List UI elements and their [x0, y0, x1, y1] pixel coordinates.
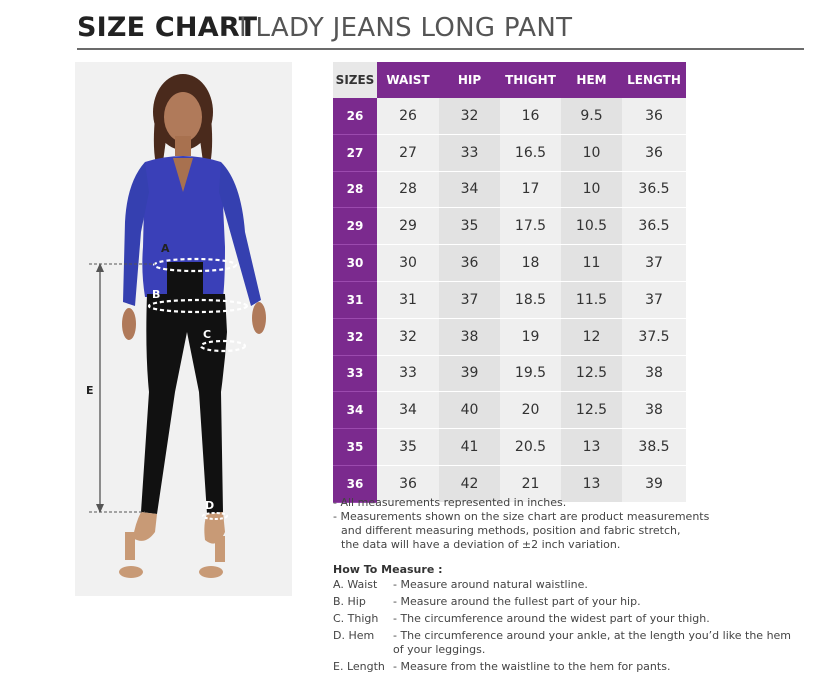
marker-a: A — [161, 242, 170, 255]
title-bar — [77, 12, 804, 50]
measurement-cell: 42 — [439, 466, 500, 503]
measurement-cell: 32 — [377, 319, 439, 356]
measurement-cell: 36 — [439, 245, 500, 282]
table-row — [333, 208, 686, 245]
how-to-item — [333, 629, 803, 657]
model-illustration — [75, 62, 292, 596]
model-figure — [75, 62, 292, 596]
marker-d: D — [205, 499, 215, 512]
measurement-cell: 20.5 — [500, 429, 561, 466]
how-to-item — [333, 612, 803, 626]
measurement-cell: 13 — [561, 466, 622, 503]
measurement-cell: 19 — [500, 319, 561, 356]
measurement-cell: 35 — [439, 208, 500, 245]
note-line-1: - All measurements represented in inches. — [333, 496, 567, 509]
size-label-cell: 29 — [333, 208, 377, 245]
header-hip: HIP — [439, 62, 500, 98]
size-label-cell: 32 — [333, 319, 377, 356]
header-hem: HEM — [561, 62, 622, 98]
measurement-cell: 10 — [561, 172, 622, 209]
note-line-4: the data will have a deviation of ±2 inch variation. — [341, 538, 621, 551]
measurement-cell: 41 — [439, 429, 500, 466]
measurement-cell: 18.5 — [500, 282, 561, 319]
how-to-label: C. Thigh — [333, 612, 379, 625]
header-length: LENGTH — [622, 62, 686, 98]
measurement-cell: 36.5 — [622, 208, 686, 245]
table-row — [333, 356, 686, 393]
how-to-label: D. Hem — [333, 629, 375, 642]
how-to-item — [333, 660, 803, 674]
measurement-cell: 36 — [377, 466, 439, 503]
measurement-cell: 26 — [377, 98, 439, 135]
product-name: I LADY JEANS LONG PANT — [239, 13, 573, 43]
measurement-cell: 13 — [561, 429, 622, 466]
how-to-desc: - The circumference around your ankle, at the length you’d like the hem of your leggings. — [393, 629, 792, 656]
measurement-cell: 17 — [500, 172, 561, 209]
how-to-label: B. Hip — [333, 595, 366, 608]
size-label-cell: 28 — [333, 172, 377, 209]
measurement-cell: 38 — [439, 319, 500, 356]
measurement-cell: 16 — [500, 98, 561, 135]
header-waist: WAIST — [377, 62, 439, 98]
measurement-cell: 40 — [439, 392, 500, 429]
measurement-cell: 19.5 — [500, 356, 561, 393]
measurement-cell: 17.5 — [500, 208, 561, 245]
measurement-cell: 16.5 — [500, 135, 561, 172]
how-to-desc: - Measure around the fullest part of your hip. — [393, 595, 641, 608]
measurement-cell: 10 — [561, 135, 622, 172]
size-label-cell: 33 — [333, 356, 377, 393]
how-to-desc: - Measure around natural waistline. — [393, 578, 588, 591]
measurement-cell: 10.5 — [561, 208, 622, 245]
measurement-cell: 12 — [561, 319, 622, 356]
measurement-cell: 32 — [439, 98, 500, 135]
measurement-cell: 27 — [377, 135, 439, 172]
note-line-3: and different measuring methods, position and fabric stretch, — [341, 524, 681, 537]
measurement-cell: 37.5 — [622, 319, 686, 356]
how-to-desc: - Measure from the waistline to the hem for pants. — [393, 660, 671, 673]
measurement-cell: 34 — [377, 392, 439, 429]
table-row — [333, 429, 686, 466]
measurement-cell: 20 — [500, 392, 561, 429]
notes — [333, 496, 733, 552]
measurement-cell: 29 — [377, 208, 439, 245]
measurement-cell: 36 — [622, 98, 686, 135]
measurement-cell: 11 — [561, 245, 622, 282]
measurement-cell: 9.5 — [561, 98, 622, 135]
measurement-cell: 30 — [377, 245, 439, 282]
marker-c: C — [203, 328, 212, 341]
measurement-cell: 36.5 — [622, 172, 686, 209]
size-label-cell: 26 — [333, 98, 377, 135]
measurement-cell: 34 — [439, 172, 500, 209]
table-row — [333, 172, 686, 209]
size-label-cell: 35 — [333, 429, 377, 466]
how-to-label: A. Waist — [333, 578, 378, 591]
how-to-list — [333, 578, 803, 677]
measurement-cell: 39 — [622, 466, 686, 503]
page-title: SIZE CHART — [77, 12, 258, 43]
table-row — [333, 98, 686, 135]
size-table — [333, 62, 686, 503]
table-row — [333, 392, 686, 429]
size-label-cell: 27 — [333, 135, 377, 172]
measurement-cell: 31 — [377, 282, 439, 319]
table-header-row — [333, 62, 686, 98]
note-line-2: - Measurements shown on the size chart are product measurements — [333, 510, 710, 523]
measurement-cell: 37 — [439, 282, 500, 319]
how-to-item — [333, 595, 803, 609]
table-row — [333, 135, 686, 172]
measurement-cell: 28 — [377, 172, 439, 209]
measurement-cell: 38.5 — [622, 429, 686, 466]
measurement-cell: 36 — [622, 135, 686, 172]
measurement-cell: 37 — [622, 282, 686, 319]
marker-e: E — [86, 384, 94, 397]
measurement-cell: 12.5 — [561, 392, 622, 429]
header-thigh: THIGHT — [500, 62, 561, 98]
table-row — [333, 282, 686, 319]
table-row — [333, 245, 686, 282]
measurement-cell: 35 — [377, 429, 439, 466]
measurement-cell: 21 — [500, 466, 561, 503]
header-sizes: SIZES — [333, 62, 377, 98]
how-to-title: How To Measure : — [333, 563, 443, 576]
measurement-cell: 12.5 — [561, 356, 622, 393]
size-label-cell: 34 — [333, 392, 377, 429]
table-row — [333, 319, 686, 356]
measurement-cell: 38 — [622, 392, 686, 429]
measurement-cell: 38 — [622, 356, 686, 393]
measurement-cell: 18 — [500, 245, 561, 282]
how-to-desc: - The circumference around the widest part of your thigh. — [393, 612, 710, 625]
measurement-cell: 33 — [377, 356, 439, 393]
size-label-cell: 36 — [333, 466, 377, 503]
how-to-label: E. Length — [333, 660, 385, 673]
measurement-cell: 11.5 — [561, 282, 622, 319]
size-label-cell: 30 — [333, 245, 377, 282]
measurement-cell: 33 — [439, 135, 500, 172]
measurement-cell: 37 — [622, 245, 686, 282]
measurement-cell: 39 — [439, 356, 500, 393]
size-label-cell: 31 — [333, 282, 377, 319]
marker-b: B — [152, 288, 161, 301]
how-to-item — [333, 578, 803, 592]
